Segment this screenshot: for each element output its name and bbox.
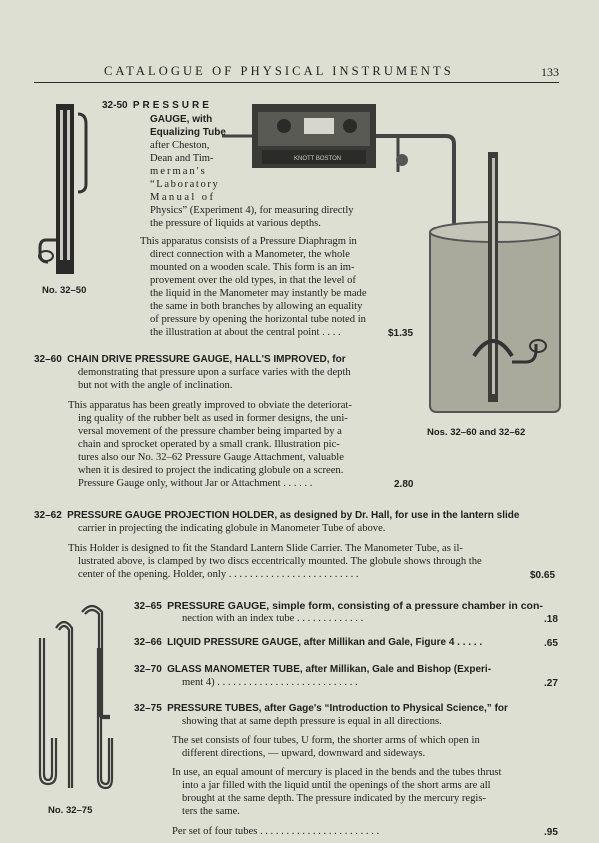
item-title: GLASS MANOMETER TUBE, after Millikan, Gale and Bishop (Experi- bbox=[167, 664, 492, 675]
item-3260-desc: ing quality of the rubber belt as used in former designs, the uni- bbox=[78, 413, 348, 424]
item-3275-desc: different directions, — upward, downward and sideways. bbox=[182, 748, 426, 759]
item-title: PRESSURE GAUGE PROJECTION HOLDER, as designed by Dr. Hall, for use in the lantern slide bbox=[67, 510, 520, 521]
item-3275-per-set: Per set of four tubes . . . . . . . . . . . . . . . . . . . . . . . bbox=[172, 826, 380, 837]
item-3250-desc: This apparatus consists of a Pressure Diaphragm in bbox=[140, 236, 357, 247]
item-3262-line: carrier in projecting the indicating globule in Manometer Tube of above. bbox=[78, 523, 386, 534]
item-3260-line: demonstrating that pressure upon a surface varies with the depth bbox=[78, 367, 351, 378]
item-3250-line: “Laboratory bbox=[150, 179, 220, 190]
item-3250-line: GAUGE, with bbox=[150, 114, 213, 125]
item-number: 32–60 bbox=[34, 354, 62, 365]
page-header bbox=[0, 64, 599, 82]
item-3260-desc: versal movement of the pressure chamber being imparted by a bbox=[78, 426, 342, 437]
item-3250-desc: the same in both branches by allowing an equality bbox=[150, 301, 363, 312]
figure-label-3260: Nos. 32–60 and 32–62 bbox=[427, 427, 526, 438]
item-3275-desc: In use, an equal amount of mercury is placed in the bends and the tubes thrust bbox=[172, 767, 502, 778]
header-rule bbox=[34, 82, 559, 83]
item-3250-desc: of pressure by opening the horizontal tube noted in bbox=[150, 314, 366, 325]
item-3270-line: ment 4) . . . . . . . . . . . . . . . . . . . . . . . . . . . bbox=[182, 677, 358, 688]
item-3270-price: .27 bbox=[544, 678, 558, 689]
item-number: 32–75 bbox=[134, 703, 162, 714]
item-3262-desc: This Holder is designed to fit the Standard Lantern Slide Carrier. The Manometer Tube, as il- bbox=[68, 543, 463, 554]
item-3250-line: the pressure of liquids at various depths. bbox=[150, 218, 321, 229]
item-3260-line: but not with the angle of inclination. bbox=[78, 380, 233, 391]
item-3260-desc: This apparatus has been greatly improved to obviate the deteriorat- bbox=[68, 400, 352, 411]
manometer-board-illustration bbox=[34, 100, 98, 278]
item-3250-desc: the liquid in the Manometer may instantly be made bbox=[150, 288, 367, 299]
item-3275-desc: brought at the same depth. The pressure indicated by the mercury regis- bbox=[182, 793, 486, 804]
item-number: 32–62 bbox=[34, 510, 62, 521]
item-3250-line: Dean and Tim- bbox=[150, 153, 214, 164]
item-3260-desc: Pressure Gauge only, without Jar or Attachment . . . . . . bbox=[78, 478, 313, 489]
item-title: PRESSURE bbox=[132, 100, 212, 111]
item-3275-line: showing that at same depth pressure is equal in all directions. bbox=[182, 716, 442, 727]
page-number: 133 bbox=[541, 65, 559, 79]
item-3250-desc: provement over the old types, in that the level of bbox=[150, 275, 356, 286]
figure-label-3275: No. 32–75 bbox=[48, 805, 93, 816]
item-3250-line: after Cheston, bbox=[150, 140, 210, 151]
maker-plate-text: KNOTT BOSTON bbox=[294, 156, 342, 162]
item-3262-desc: center of the opening. Holder, only . . . . . . . . . . . . . . . . . . . . . . . . . bbox=[78, 569, 359, 580]
item-3250-desc: mounted on a wooden scale. This form is an im- bbox=[150, 262, 355, 273]
item-number: 32–66 bbox=[134, 637, 162, 648]
item-3250-desc: direct connection with a Manometer, the whole bbox=[150, 249, 350, 260]
item-3250-line: Physics” (Experiment 4), for measuring directly bbox=[150, 205, 354, 216]
item-number: 32–65 bbox=[134, 601, 162, 612]
item-3250-line: Equalizing Tube bbox=[150, 127, 226, 138]
item-3250-price: $1.35 bbox=[388, 328, 414, 339]
item-number: 32–70 bbox=[134, 664, 162, 675]
item-3275-desc: into a jar filled with the liquid until the openings of the short arms are all bbox=[182, 780, 491, 791]
item-3260-desc: when it is desired to project the indicating globule on a screen. bbox=[78, 465, 344, 476]
item-title: CHAIN DRIVE PRESSURE GAUGE, HALL'S IMPROVED, for bbox=[67, 354, 346, 365]
item-3275-desc: The set consists of four tubes, U form, the shorter arms of which open in bbox=[172, 735, 480, 746]
item-3265-price: .18 bbox=[544, 614, 558, 625]
item-3275-price: .95 bbox=[544, 827, 558, 838]
item-3260-price: 2.80 bbox=[394, 479, 414, 490]
item-3265-line: nection with an index tube . . . . . . . . . . . . . bbox=[182, 613, 364, 624]
catalogue-title: CATALOGUE OF PHYSICAL INSTRUMENTS bbox=[104, 64, 454, 78]
item-3250-desc: the illustration at about the central point . . . . bbox=[150, 327, 341, 338]
item-3260-desc: tures also our No. 32–62 Pressure Gauge Attachment, valuable bbox=[78, 452, 344, 463]
item-title: PRESSURE TUBES, after Gage's “Introduction to Physical Science,” for bbox=[167, 703, 508, 714]
pressure-tubes-illustration bbox=[30, 598, 120, 804]
item-3262-price: $0.65 bbox=[530, 570, 556, 581]
item-title: PRESSURE GAUGE, simple form, consisting of a pressure chamber in con- bbox=[167, 600, 543, 612]
item-3275-desc: ters the same. bbox=[182, 806, 240, 817]
item-3250-line: Manual of bbox=[150, 192, 216, 203]
item-3262-desc: lustrated above, is clamped by two discs eccentrically mounted. The globule shows through the bbox=[78, 556, 482, 567]
item-3266-price: .65 bbox=[544, 638, 558, 649]
item-number: 32-50 bbox=[102, 100, 128, 111]
item-3260-desc: chain and sprocket operated by a small crank. Illustration pic- bbox=[78, 439, 340, 450]
figure-label-3250: No. 32–50 bbox=[42, 285, 87, 296]
item-3250-line: merman's bbox=[150, 166, 207, 177]
item-title: LIQUID PRESSURE GAUGE, after Millikan and Gale, Figure 4 . . . . . bbox=[167, 637, 483, 648]
